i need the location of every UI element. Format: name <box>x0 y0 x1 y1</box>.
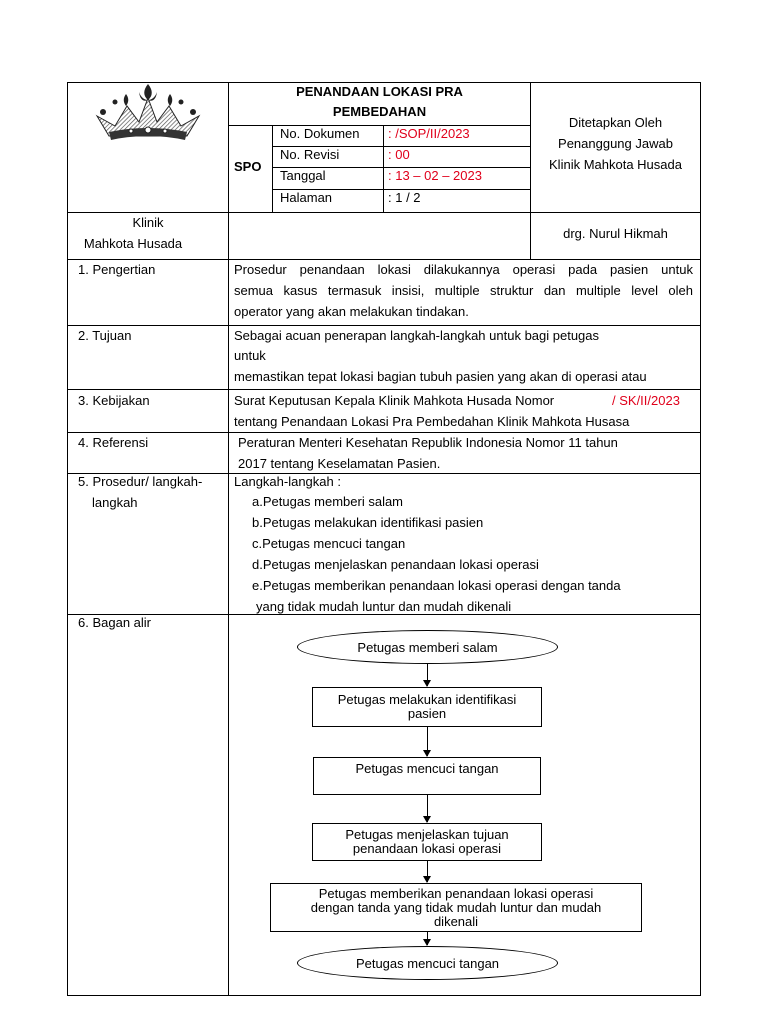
kebijakan-line1: Surat Keputusan Kepala Klinik Mahkota Husada Nomor <box>234 393 555 408</box>
list-item: d.Petugas menjelaskan penandaan lokasi operasi <box>252 557 539 572</box>
list-item: c.Petugas mencuci tangan <box>252 536 406 551</box>
section-prosedur-label: 5. Prosedur/ langkah- <box>78 474 203 489</box>
flow-end-text: Petugas mencuci tangan <box>355 955 500 971</box>
pengertian-line3: operator yang akan melakukan tindakan. <box>234 304 469 319</box>
section-tujuan-label: 2. Tujuan <box>78 328 132 343</box>
list-item: b.Petugas melakukan identifikasi pasien <box>252 515 484 530</box>
flow-step-explain-line2: penandaan lokasi operasi <box>352 841 502 856</box>
document-title-line1: PENANDAAN LOKASI PRA <box>296 84 463 99</box>
approval-line2: Penanggung Jawab <box>558 136 673 151</box>
clinic-name-line2: Mahkota Husada <box>83 236 183 251</box>
page-value: : 1 / 2 <box>388 190 421 205</box>
flow-arrow <box>427 664 428 686</box>
revision-label: No. Revisi <box>280 147 340 162</box>
pengertian-line2: semua kasus termasuk insisi, multiple struktur dan multiple level oleh <box>234 283 693 298</box>
clinic-name-line1: Klinik <box>132 215 164 230</box>
flow-end-node <box>297 946 558 980</box>
flow-arrow <box>427 727 428 756</box>
tujuan-line2: untuk <box>234 348 266 363</box>
date-label: Tanggal <box>280 168 326 183</box>
date-value: : 13 – 02 – 2023 <box>388 168 482 183</box>
flow-arrow <box>427 861 428 882</box>
flow-arrow <box>427 795 428 822</box>
flow-step-mark-line1: Petugas memberikan penandaan lokasi operasi <box>318 885 594 901</box>
section-pengertian-label: 1. Pengertian <box>78 262 156 277</box>
flow-step-mark-line2: dengan tanda yang tidak mudah luntur dan mudah <box>310 899 602 915</box>
doc-number-label: No. Dokumen <box>280 126 360 141</box>
kebijakan-decree-number: / SK/II/2023 <box>612 393 680 408</box>
document-title-line2: PEMBEDAHAN <box>332 104 427 119</box>
flow-step-wash-hands-text: Petugas mencuci tangan <box>355 761 499 776</box>
kebijakan-line2: tentang Penandaan Lokasi Pra Pembedahan Klinik Mahkota Husasa <box>234 414 630 429</box>
section-prosedur-label-cont: langkah <box>92 495 138 510</box>
approval-line3: Klinik Mahkota Husada <box>549 157 682 172</box>
crown-icon <box>93 80 203 144</box>
revision-value: : 00 <box>388 147 410 162</box>
doc-number-value: : /SOP/II/2023 <box>388 126 470 141</box>
prosedur-heading: Langkah-langkah : <box>234 474 341 489</box>
flow-step-mark-line3: dikenali <box>433 913 479 929</box>
pengertian-line1: Prosedur penandaan lokasi dilakukannya operasi pada pasien untuk <box>234 262 693 277</box>
referensi-line1: Peraturan Menteri Kesehatan Republik Indonesia Nomor 11 tahun <box>238 435 618 450</box>
flow-step-explain <box>312 823 542 861</box>
page-label: Halaman <box>280 190 333 205</box>
section-referensi-label: 4. Referensi <box>78 435 149 450</box>
list-item: e.Petugas memberikan penandaan lokasi operasi dengan tanda <box>252 578 621 593</box>
signatory-name: drg. Nurul Hikmah <box>563 226 668 241</box>
section-bagan-label: 6. Bagan alir <box>78 615 151 630</box>
flow-step-identify-line2: pasien <box>407 706 447 721</box>
flow-arrow <box>427 932 428 945</box>
flow-step-explain-line1: Petugas menjelaskan tujuan <box>345 827 509 842</box>
list-item: a.Petugas memberi salam <box>252 494 404 509</box>
flow-start-node <box>297 630 558 664</box>
flow-start-text: Petugas memberi salam <box>357 639 498 655</box>
flow-step-identify <box>312 687 542 727</box>
section-kebijakan-label: 3. Kebijakan <box>78 393 150 408</box>
flow-step-mark-location <box>270 883 642 932</box>
spo-label: SPO <box>234 159 262 174</box>
flow-step-identify-line1: Petugas melakukan identifikasi <box>337 692 517 707</box>
tujuan-line3: memastikan tepat lokasi bagian tubuh pasien yang akan di operasi atau <box>234 369 647 384</box>
approval-line1: Ditetapkan Oleh <box>568 115 663 130</box>
referensi-line2: 2017 tentang Keselamatan Pasien. <box>238 456 441 471</box>
flow-step-wash-hands <box>313 757 541 795</box>
list-item-continuation: yang tidak mudah luntur dan mudah dikenali <box>256 599 512 614</box>
tujuan-line1: Sebagai acuan penerapan langkah-langkah untuk bagi petugas <box>234 328 600 343</box>
